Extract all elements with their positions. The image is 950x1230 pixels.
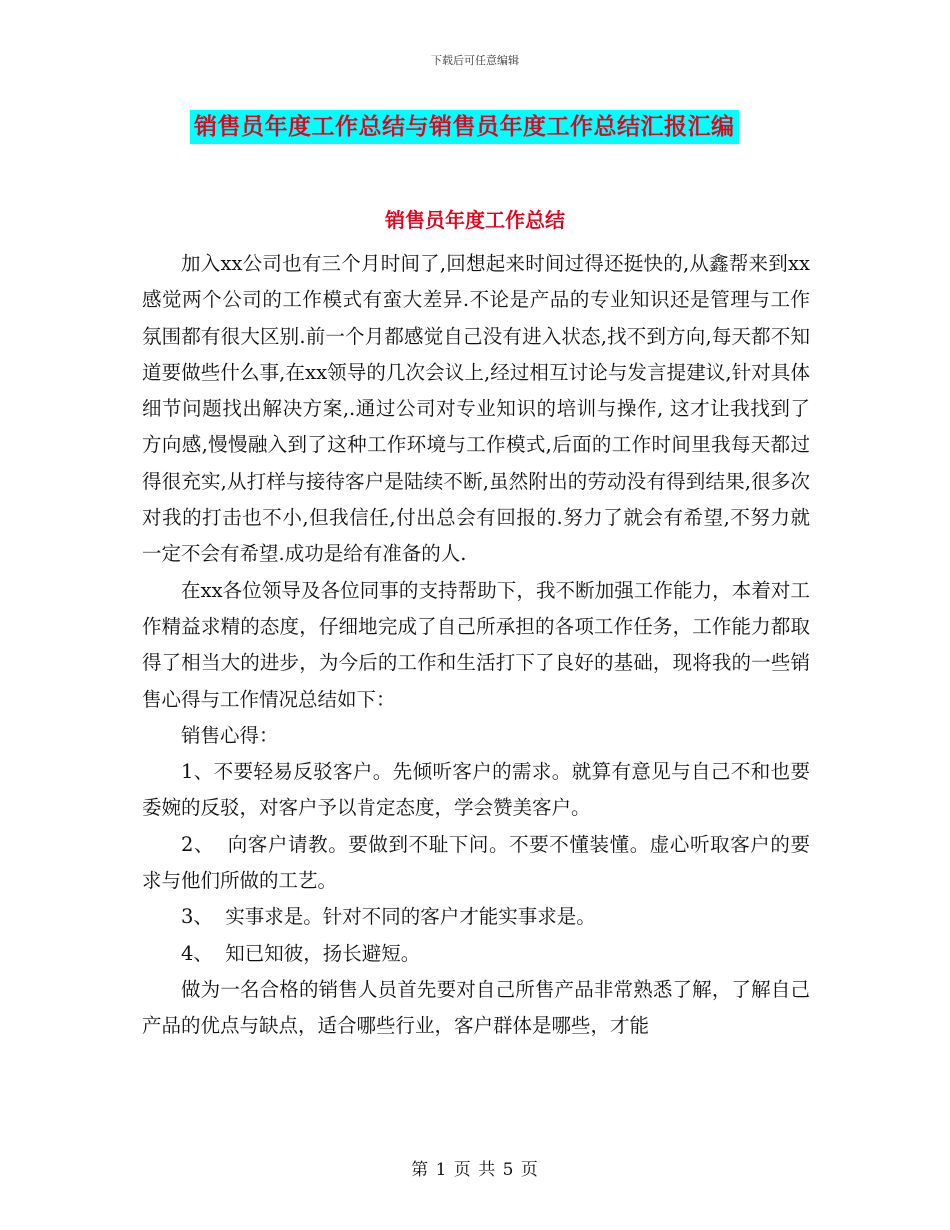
section-title: 销售员年度工作总结 (385, 208, 565, 232)
paragraph-heading-sales-insights: 销售心得： (181, 723, 279, 747)
document-body (142, 246, 810, 1045)
header-note: 下载后可任意编辑 (431, 54, 519, 67)
document-main-title: 销售员年度工作总结与销售员年度工作总结汇报汇编 (190, 110, 739, 144)
paragraph-product-knowledge: 做为一名合格的销售人员首先要对自己所售产品非常熟悉了解，了解自己产品的优点与缺点，适合哪些行业，客户群体是哪些，才能 (142, 977, 810, 1038)
paragraph-intro: 加入xx公司也有三个月时间了,回想起来时间过得还挺快的,从鑫帮来到xx感觉两个公司的工作模式有蛮大差异.不论是产品的专业知识还是管理与工作氛围都有很大区别.前一个月都感觉自己没有进入状态,找不到方向,每天都不知道要做些什么事,在xx领导的几次会议上,经过相互讨论与发言提建议,针对具体细节问题找出解决方案,.通过公司对专业知识的培训与操作, 这才让我找到了方向感,慢慢融入到了这种工作环境与工作模式,后面的工作时间里我每天都过得很充实,从打样与接待客户是陆续不断,虽然附出的劳动没有得到结果,很多次对我的打击也不小,但我信任,付出总会有回报的.努力了就会有希望,不努力就一定不会有希望.成功是给有准备的人. (142, 252, 810, 566)
paragraph-summary: 在xx各位领导及各位同事的支持帮助下，我不断加强工作能力，本着对工作精益求精的态度，仔细地完成了自己所承担的各项工作任务，工作能力都取得了相当大的进步，为今后的工作和生活打下了良好的基础，现将我的一些销售心得与工作情况总结如下： (142, 578, 810, 711)
list-item-4: 4、 知已知彼，扬长避短。 (181, 941, 421, 965)
list-item-3: 3、 实事求是。针对不同的客户才能实事求是。 (181, 905, 596, 929)
list-item-2: 2、 向客户请教。要做到不耻下问。不要不懂装懂。虚心听取客户的要求与他们所做的工艺。 (142, 832, 810, 893)
list-item-1: 1、不要轻易反驳客户。先倾听客户的需求。就算有意见与自己不和也要委婉的反驳，对客户予以肯定态度，学会赞美客户。 (142, 760, 810, 820)
page-number-footer: 第 1 页 共 5 页 (411, 1160, 539, 1180)
